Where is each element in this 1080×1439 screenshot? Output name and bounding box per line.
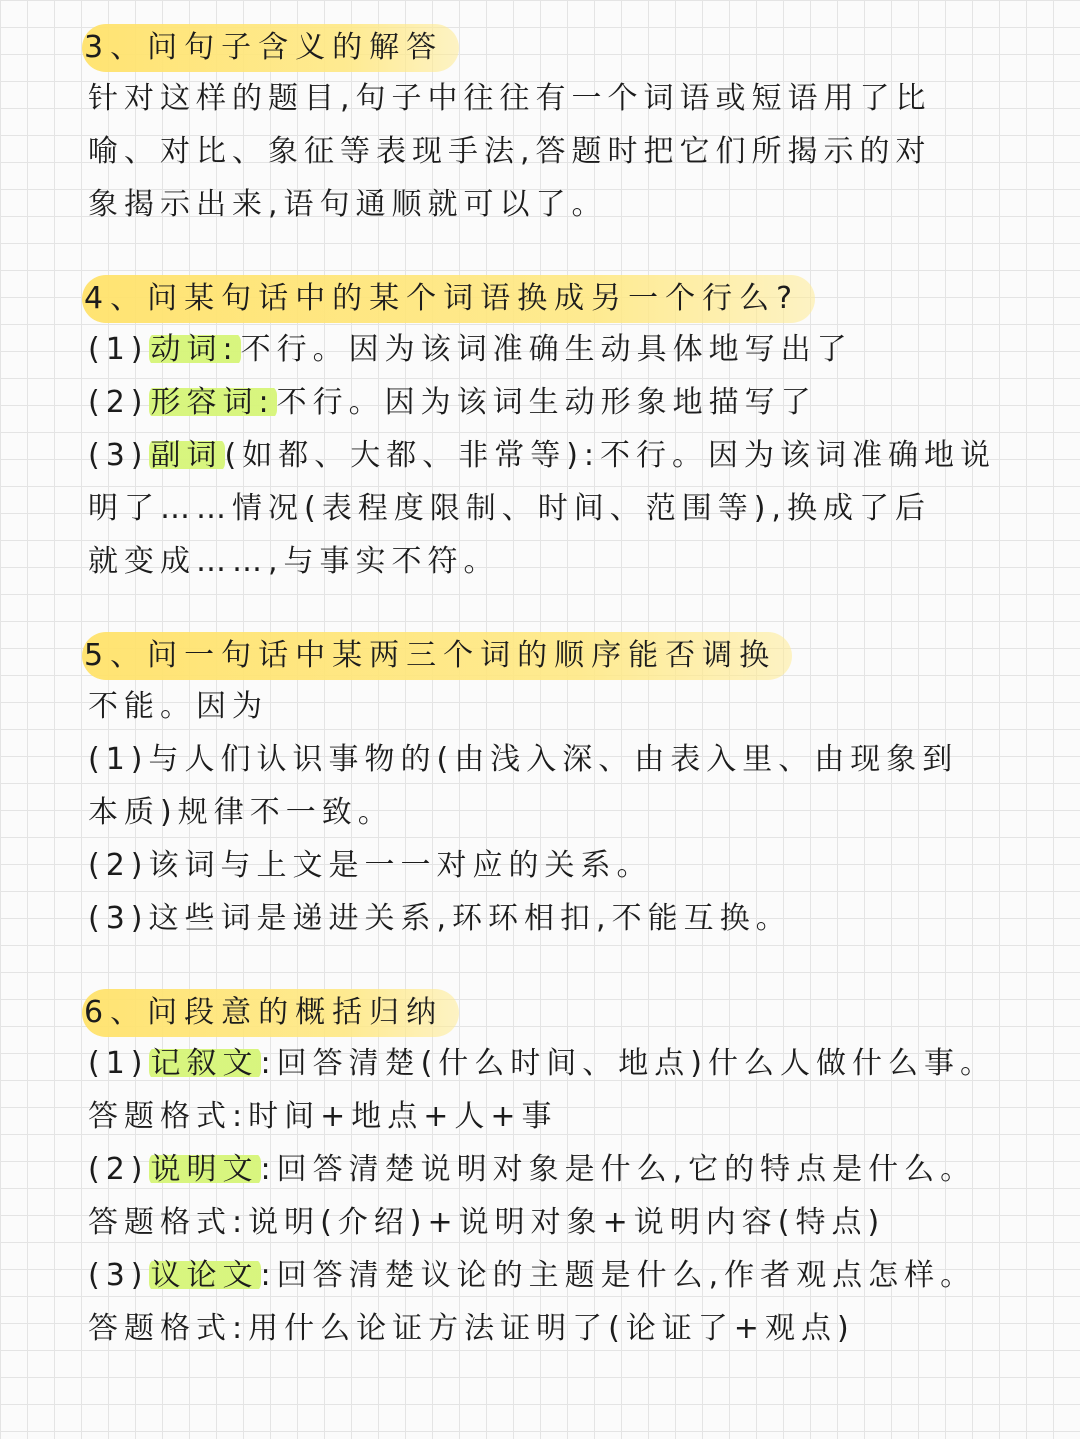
text-line [88,178,1048,231]
text-line [88,733,1048,786]
line-text: 不行。因为该词生动形象地描写了 [276,385,817,420]
line-text: 本质)规律不一致。 [88,795,394,830]
highlight-term: 副词 [150,438,223,473]
text-line [88,680,1048,733]
notes-page [84,24,1048,1355]
highlight-term: 动词: [150,332,239,367]
text-line [88,1090,1048,1143]
text-line [88,786,1048,839]
text-line [88,1143,1048,1196]
highlight-term: 议论文 [150,1258,259,1293]
text-line [88,429,1048,482]
line-text: 明了……情况(表程度限制、时间、范围等),换成了后 [88,491,931,526]
line-text: (2)该词与上文是一一对应的关系。 [88,848,653,883]
text-line [88,1196,1048,1249]
line-text: 就变成……,与事实不符。 [88,544,500,579]
highlight-term: 说明文 [150,1152,259,1187]
section-sentence-meaning [84,24,1048,231]
text-line [88,323,1048,376]
line-text: :回答清楚说明对象是什么,它的特点是什么。 [260,1152,977,1187]
text-line [88,892,1048,945]
section-paragraph-summary [84,989,1048,1355]
line-text: 喻、对比、象征等表现手法,答题时把它们所揭示的对 [88,134,932,169]
section-heading: 3、问句子含义的解答 [82,24,459,72]
line-text: 答题格式:时间+地点+人+事 [88,1099,558,1134]
text-line [88,1037,1048,1090]
line-text: (1)与人们认识事物的(由浅入深、由表入里、由现象到 [88,742,959,777]
line-text: 答题格式:说明(介绍)+说明对象+说明内容(特点) [88,1205,886,1240]
item-number: (2) [88,1152,149,1187]
highlight-term: 形容词: [150,385,275,420]
line-text: 针对这样的题目,句子中往往有一个词语或短语用了比 [88,81,932,116]
line-text: (3)这些词是递进关系,环环相扣,不能互换。 [88,901,792,936]
text-line [88,1302,1048,1355]
section-heading: 5、问一句话中某两三个词的顺序能否调换 [82,632,792,680]
line-text: 不能。因为 [88,689,268,724]
item-number: (3) [88,1258,149,1293]
section-word-order [84,632,1048,945]
text-line [88,125,1048,178]
line-text: 不行。因为该词准确生动具体地写出了 [240,332,853,367]
section-word-replacement [84,275,1048,588]
line-text: (如都、大都、非常等):不行。因为该词准确地说 [224,438,997,473]
section-heading: 6、问段意的概括归纳 [82,989,459,1037]
section-heading: 4、问某句话中的某个词语换成另一个行么? [82,275,815,323]
text-line [88,72,1048,125]
text-line [88,482,1048,535]
text-line [88,1249,1048,1302]
item-number: (2) [88,385,149,420]
item-number: (1) [88,332,149,367]
line-text: 答题格式:用什么论证方法证明了(论证了+观点) [88,1311,855,1346]
text-line [88,839,1048,892]
line-text: :回答清楚议论的主题是什么,作者观点怎样。 [260,1258,977,1293]
item-number: (1) [88,1046,149,1081]
text-line [88,376,1048,429]
highlight-term: 记叙文 [150,1046,259,1081]
item-number: (3) [88,438,149,473]
line-text: 象揭示出来,语句通顺就可以了。 [88,187,608,222]
line-text: :回答清楚(什么时间、地点)什么人做什么事。 [260,1046,997,1081]
text-line [88,535,1048,588]
